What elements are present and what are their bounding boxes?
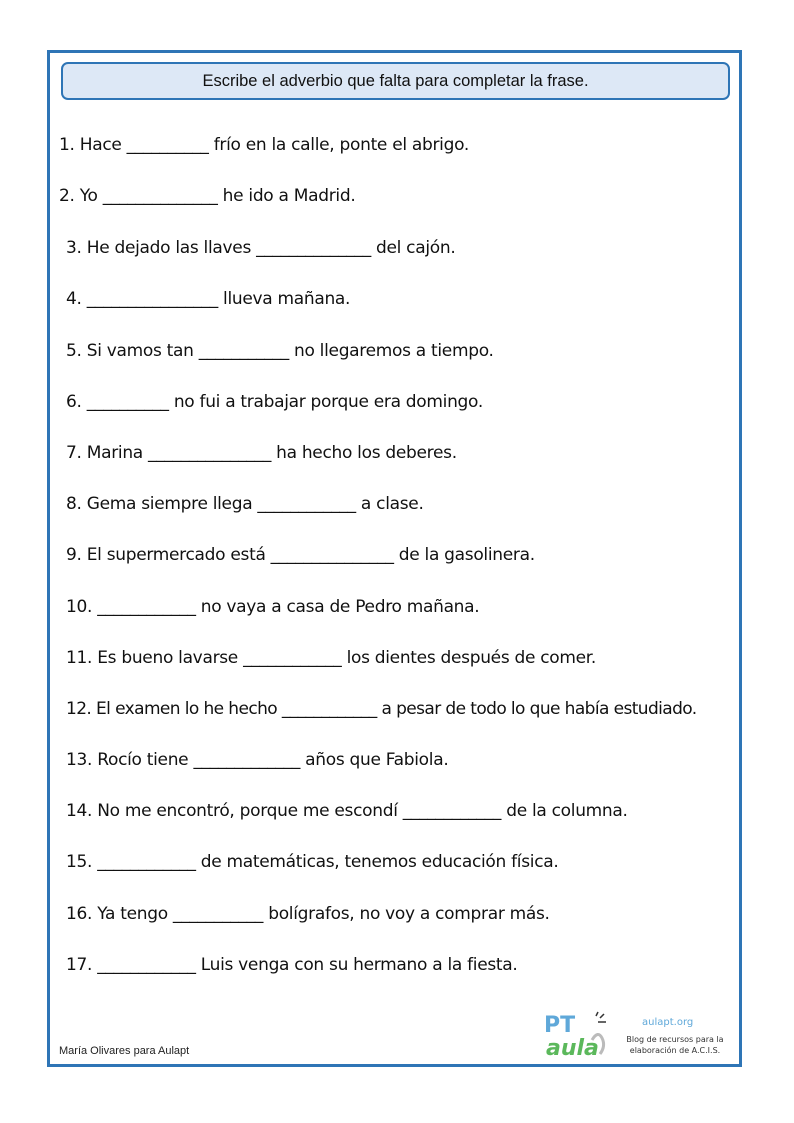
- exercise-item: 14. No me encontró, porque me escondí ____________ de la columna.: [66, 801, 628, 821]
- author-credit: María Olivares para Aulapt: [59, 1045, 190, 1057]
- exercise-item: 12. El examen lo he hecho ____________ a pesar de todo lo que había estudiado.: [66, 699, 697, 719]
- exercise-item: 9. El supermercado está _______________ de la gasolinera.: [66, 545, 535, 565]
- site-tagline: Blog de recursos para la elaboración de A.C.I.S.: [626, 1035, 724, 1055]
- exercise-item: 10. ____________ no vaya a casa de Pedro mañana.: [66, 597, 480, 617]
- exercise-item: 6. __________ no fui a trabajar porque era domingo.: [66, 392, 483, 412]
- exercise-item: 15. ____________ de matemáticas, tenemos educación física.: [66, 852, 559, 872]
- exercise-item: 13. Rocío tiene _____________ años que Fabiola.: [66, 750, 449, 770]
- exercise-item: 7. Marina _______________ ha hecho los deberes.: [66, 443, 457, 463]
- instruction-text: Escribe el adverbio que falta para completar la frase.: [202, 71, 589, 90]
- exercise-item: 8. Gema siempre llega ____________ a clase.: [66, 494, 424, 514]
- exercise-item: 1. Hace __________ frío en la calle, ponte el abrigo.: [59, 135, 469, 155]
- exercise-item: 16. Ya tengo ___________ bolígrafos, no voy a comprar más.: [66, 904, 550, 924]
- svg-text:PT: PT: [544, 1013, 576, 1038]
- site-name: aulapt.org: [642, 1017, 694, 1028]
- aulapt-logo-icon: [540, 1010, 612, 1062]
- exercise-item: 17. ____________ Luis venga con su hermano a la fiesta.: [66, 955, 518, 975]
- svg-text:aula: aula: [546, 1036, 599, 1061]
- exercise-item: 2. Yo ______________ he ido a Madrid.: [59, 186, 356, 206]
- exercise-item: 11. Es bueno lavarse ____________ los dientes después de comer.: [66, 648, 597, 668]
- exercise-item: 4. ________________ llueva mañana.: [66, 289, 351, 309]
- exercise-item: 5. Si vamos tan ___________ no llegaremos a tiempo.: [66, 341, 494, 361]
- exercise-item: 3. He dejado las llaves ______________ del cajón.: [66, 238, 456, 258]
